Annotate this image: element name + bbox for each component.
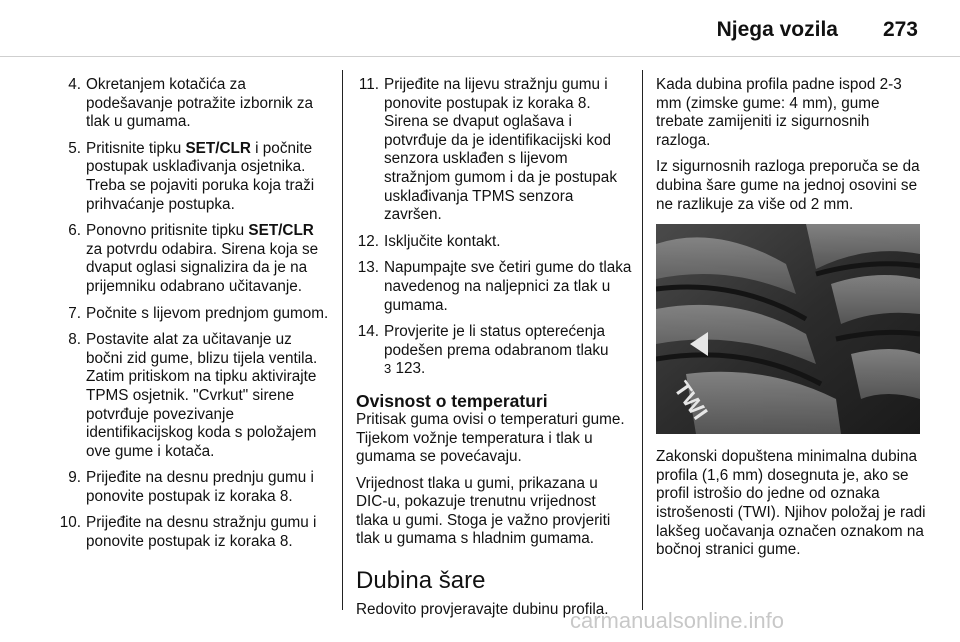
list-item (48, 76, 330, 132)
tread-minimum-paragraph: Zakonski dopuštena minimalna dubina profila (1,6 mm) dosegnuta je, ako se profil istrošio do jedne od oznaka istrošenosti (TWI). Njihov položaj je radi lakšeg uočavanja označen oznakom na bočnoj stranici gume. (656, 448, 926, 559)
tire-tread-image (656, 224, 920, 434)
tread-depth-heading: Dubina šare (356, 567, 486, 595)
list-item (356, 233, 632, 252)
column-3 (656, 76, 928, 568)
tread-replacement-paragraph: Kada dubina profila padne ispod 2-3 mm (zimske gume: 4 mm), gume trebate zamijeniti iz sigurnosnih razloga. (656, 76, 902, 149)
step-text (86, 140, 330, 214)
key-name: SET/CLR (185, 139, 251, 157)
step-text: Počnite s lijevom prednjom gumom. (86, 304, 329, 322)
step-number: 5. (68, 139, 81, 157)
step-text: Isključite kontakt. (384, 232, 501, 250)
tread-axle-paragraph: Iz sigurnosnih razloga preporuča se da dubina šare gume na jednoj osovini se ne razlikuje za više od 2 mm. (656, 158, 920, 213)
page-ref-icon: 3 (384, 361, 392, 377)
step-text: Napumpajte sve četiri gume do tlaka navedenog na naljepnici za tlak u gumama. (384, 259, 632, 314)
step-number: 8. (68, 331, 81, 349)
step-number: 6. (68, 222, 81, 240)
step-number: 10. (59, 514, 81, 532)
step-number: 7. (68, 304, 81, 322)
step-text: Postavite alat za učitavanje uz bočni zid gume, blizu tijela ventila. Zatim pritiskom na tipku aktivirajte TPMS osjetnik. "Cvrkut" sirene potvrđuje povezivanje identifikacijskog koda s položajem ove gume i kotača. (86, 331, 318, 460)
step-text-pre: Ponovno pritisnite tipku (86, 222, 249, 240)
page-number: 273 (882, 18, 918, 41)
watermark: carmanualsonline.info (570, 608, 785, 633)
list-item (48, 514, 330, 551)
list-item (356, 323, 632, 379)
list-item (48, 140, 330, 214)
column-divider (642, 70, 643, 610)
list-item (356, 76, 632, 225)
header-divider (0, 56, 960, 57)
steps-list (356, 76, 632, 379)
column-divider (342, 70, 343, 610)
temperature-heading: Ovisnost o temperaturi (356, 390, 548, 411)
step-text: Prijeđite na lijevu stražnju gumu i ponovite postupak iz koraka 8. Sirena se dvaput oglašava i potvrđuje da je identifikacijski kod senzora usklađen s lijevom stražnjom gumom i da je postupak usklađivanja TPMS senzora završen. (384, 76, 617, 224)
step-text: Prijeđite na desnu stražnju gumu i ponovite postupak iz koraka 8. (86, 514, 317, 551)
step-text-post: i počnite postupak usklađivanja osjetnika. Treba se pojaviti poruka koja traži prihvaćanje postupka. (86, 139, 315, 213)
list-item (356, 259, 632, 315)
step-number: 13. (357, 259, 379, 277)
step-text (384, 323, 632, 379)
step-text-pre: Pritisnite tipku (86, 139, 186, 157)
list-item (48, 331, 330, 461)
section-title: Njega vozila (716, 18, 838, 41)
list-item (48, 305, 330, 324)
tread-depth-paragraph: Redovito provjeravajte dubinu profila. (356, 601, 609, 619)
column-1 (48, 76, 330, 560)
page-ref-link[interactable]: 123. (395, 360, 426, 378)
key-name: SET/CLR (248, 222, 314, 240)
step-number: 12. (357, 232, 379, 250)
step-text: Okretanjem kotačića za podešavanje potražite izbornik za tlak u gumama. (86, 76, 314, 131)
step-number: 4. (68, 76, 81, 93)
steps-list (48, 76, 330, 552)
temperature-paragraph-2: Vrijednost tlaka u gumi, prikazana u DIC-u, pokazuje trenutnu vrijednost tlaka u gumi. Stoga je važno provjeriti tlak u gumama s hladnim gumama. (356, 474, 611, 548)
step-number: 9. (68, 469, 81, 487)
step-number: 11. (358, 76, 379, 93)
step-text (86, 222, 330, 296)
step-text: Prijeđite na desnu prednju gumu i ponovite postupak iz koraka 8. (86, 469, 314, 505)
step-text-post: za potvrdu odabira. Sirena koja se dvaput oglasi signalizira da je na prijemniku odabrano učitavanje. (86, 240, 319, 295)
list-item (48, 222, 330, 296)
step-number: 14. (357, 323, 379, 341)
list-item (48, 469, 330, 506)
temperature-paragraph-1: Pritisak guma ovisi o temperaturi gume. Tijekom vožnje temperatura i tlak u gumama se povećavaju. (356, 410, 625, 466)
column-2 (356, 76, 632, 628)
step-text-main: Provjerite je li status opterećenja podešen prema odabranom tlaku (384, 323, 609, 359)
twi-label: TWI (669, 376, 713, 425)
